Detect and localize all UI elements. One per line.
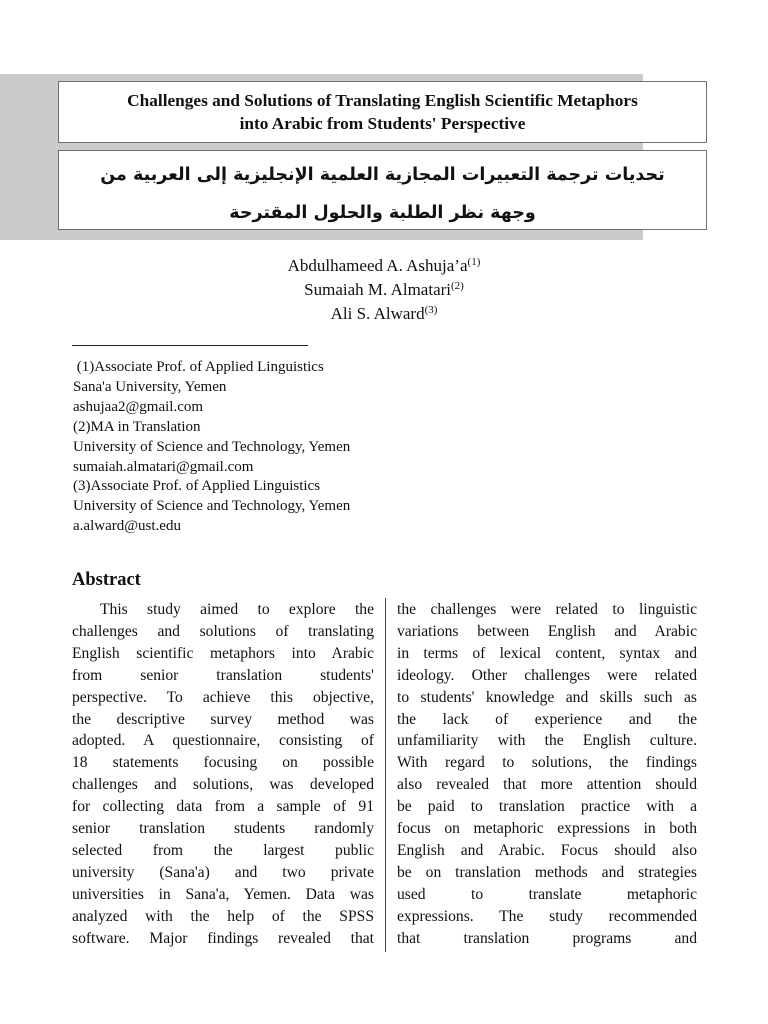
abstract-line: unfamiliarity with the English culture. <box>397 732 697 750</box>
abstract-line: from senior translation students' <box>72 666 374 684</box>
abstract-line: challenges and solutions, was developed <box>72 776 374 794</box>
affiliation-line: (1)Associate Prof. of Applied Linguistics <box>73 359 324 375</box>
affiliation-block <box>73 358 350 537</box>
affiliation-line: (2)MA in Translation <box>73 418 201 435</box>
abstract-left-column <box>72 599 374 950</box>
footnote-divider <box>72 345 308 346</box>
english-title-box <box>58 81 707 143</box>
abstract-line: be paid to translation practice with a <box>397 798 697 816</box>
author <box>0 302 768 326</box>
english-title-line: into Arabic from Students' Perspective <box>239 114 526 133</box>
abstract-line: 18 statements focusing on possible <box>72 754 374 772</box>
arabic-title-line: وجهة نظر الطلبة والحلول المقترحة <box>229 203 536 223</box>
abstract-line: the challenges were related to linguistic <box>397 601 697 618</box>
abstract-line: This study aimed to explore the <box>100 601 374 618</box>
author-email: sumaiah.almatari@gmail.com <box>73 458 254 475</box>
abstract-line: the lack of experience and the <box>397 710 697 728</box>
abstract-line: be on translation methods and strategies <box>397 863 697 881</box>
abstract-line: universities in Sana'a, Yemen. Data was <box>72 885 374 903</box>
author <box>0 254 768 278</box>
abstract-line: to students' knowledge and skills such as <box>397 688 697 706</box>
author-list <box>0 254 768 326</box>
affiliation-mark: (2) <box>451 280 464 292</box>
abstract-line: for collecting data from a sample of 91 <box>72 798 374 816</box>
abstract-line: that translation programs and <box>397 929 697 947</box>
abstract-line: focus on metaphoric expressions in both <box>397 820 697 838</box>
abstract-line: used to translate metaphoric <box>397 885 697 903</box>
abstract-line: adopted. A questionnaire, consisting of <box>72 732 374 750</box>
affiliation-line: Sana'a University, Yemen <box>73 378 227 395</box>
abstract-line: also revealed that more attention should <box>397 776 697 794</box>
affiliation-mark: (1) <box>467 256 481 268</box>
author-name: Ali S. Alward <box>330 304 425 323</box>
affiliation-mark: (3) <box>424 304 438 316</box>
affiliation-line: University of Science and Technology, Yemen <box>73 498 351 515</box>
abstract-line: perspective. To achieve this objective, <box>72 688 374 706</box>
author-name: Sumaiah M. Almatari <box>304 280 451 299</box>
abstract-heading: Abstract <box>72 570 141 590</box>
abstract-line: university (Sana'a) and two private <box>72 863 374 881</box>
author <box>0 278 768 302</box>
abstract-line: expressions. The study recommended <box>397 907 697 925</box>
abstract-line: selected from the largest public <box>72 841 374 859</box>
abstract-right-column <box>397 599 697 950</box>
column-divider <box>385 598 386 952</box>
abstract-line: English and Arabic. Focus should also <box>397 841 697 859</box>
abstract-line: the descriptive survey method was <box>72 710 374 728</box>
author-name: Abdulhameed A. Ashuja’a <box>287 256 468 275</box>
affiliation-line: (3)Associate Prof. of Applied Linguistics <box>73 478 321 495</box>
author-email: ashujaa2@gmail.com <box>73 398 204 415</box>
abstract-line: English scientific metaphors into Arabic <box>72 644 374 662</box>
english-title-line: Challenges and Solutions of Translating English Scientific Metaphors <box>127 91 638 110</box>
abstract-line: With regard to solutions, the findings <box>397 754 697 772</box>
abstract-line: in terms of lexical content, syntax and <box>397 644 697 662</box>
arabic-title-line: تحديات ترجمة التعبيرات المجازية العلمية الإنجليزية إلى العربية من <box>100 165 665 185</box>
abstract-line: software. Major findings revealed that <box>72 929 374 947</box>
abstract-line: variations between English and Arabic <box>397 622 697 640</box>
abstract-line: analyzed with the help of the SPSS <box>72 907 374 925</box>
arabic-title-box <box>58 150 707 230</box>
affiliation-line: University of Science and Technology, Yemen <box>73 438 351 455</box>
abstract-line: ideology. Other challenges were related <box>397 666 697 684</box>
author-email: a.alward@ust.edu <box>73 518 181 535</box>
abstract-line: senior translation students randomly <box>72 820 374 838</box>
abstract-line: challenges and solutions of translating <box>72 622 374 640</box>
